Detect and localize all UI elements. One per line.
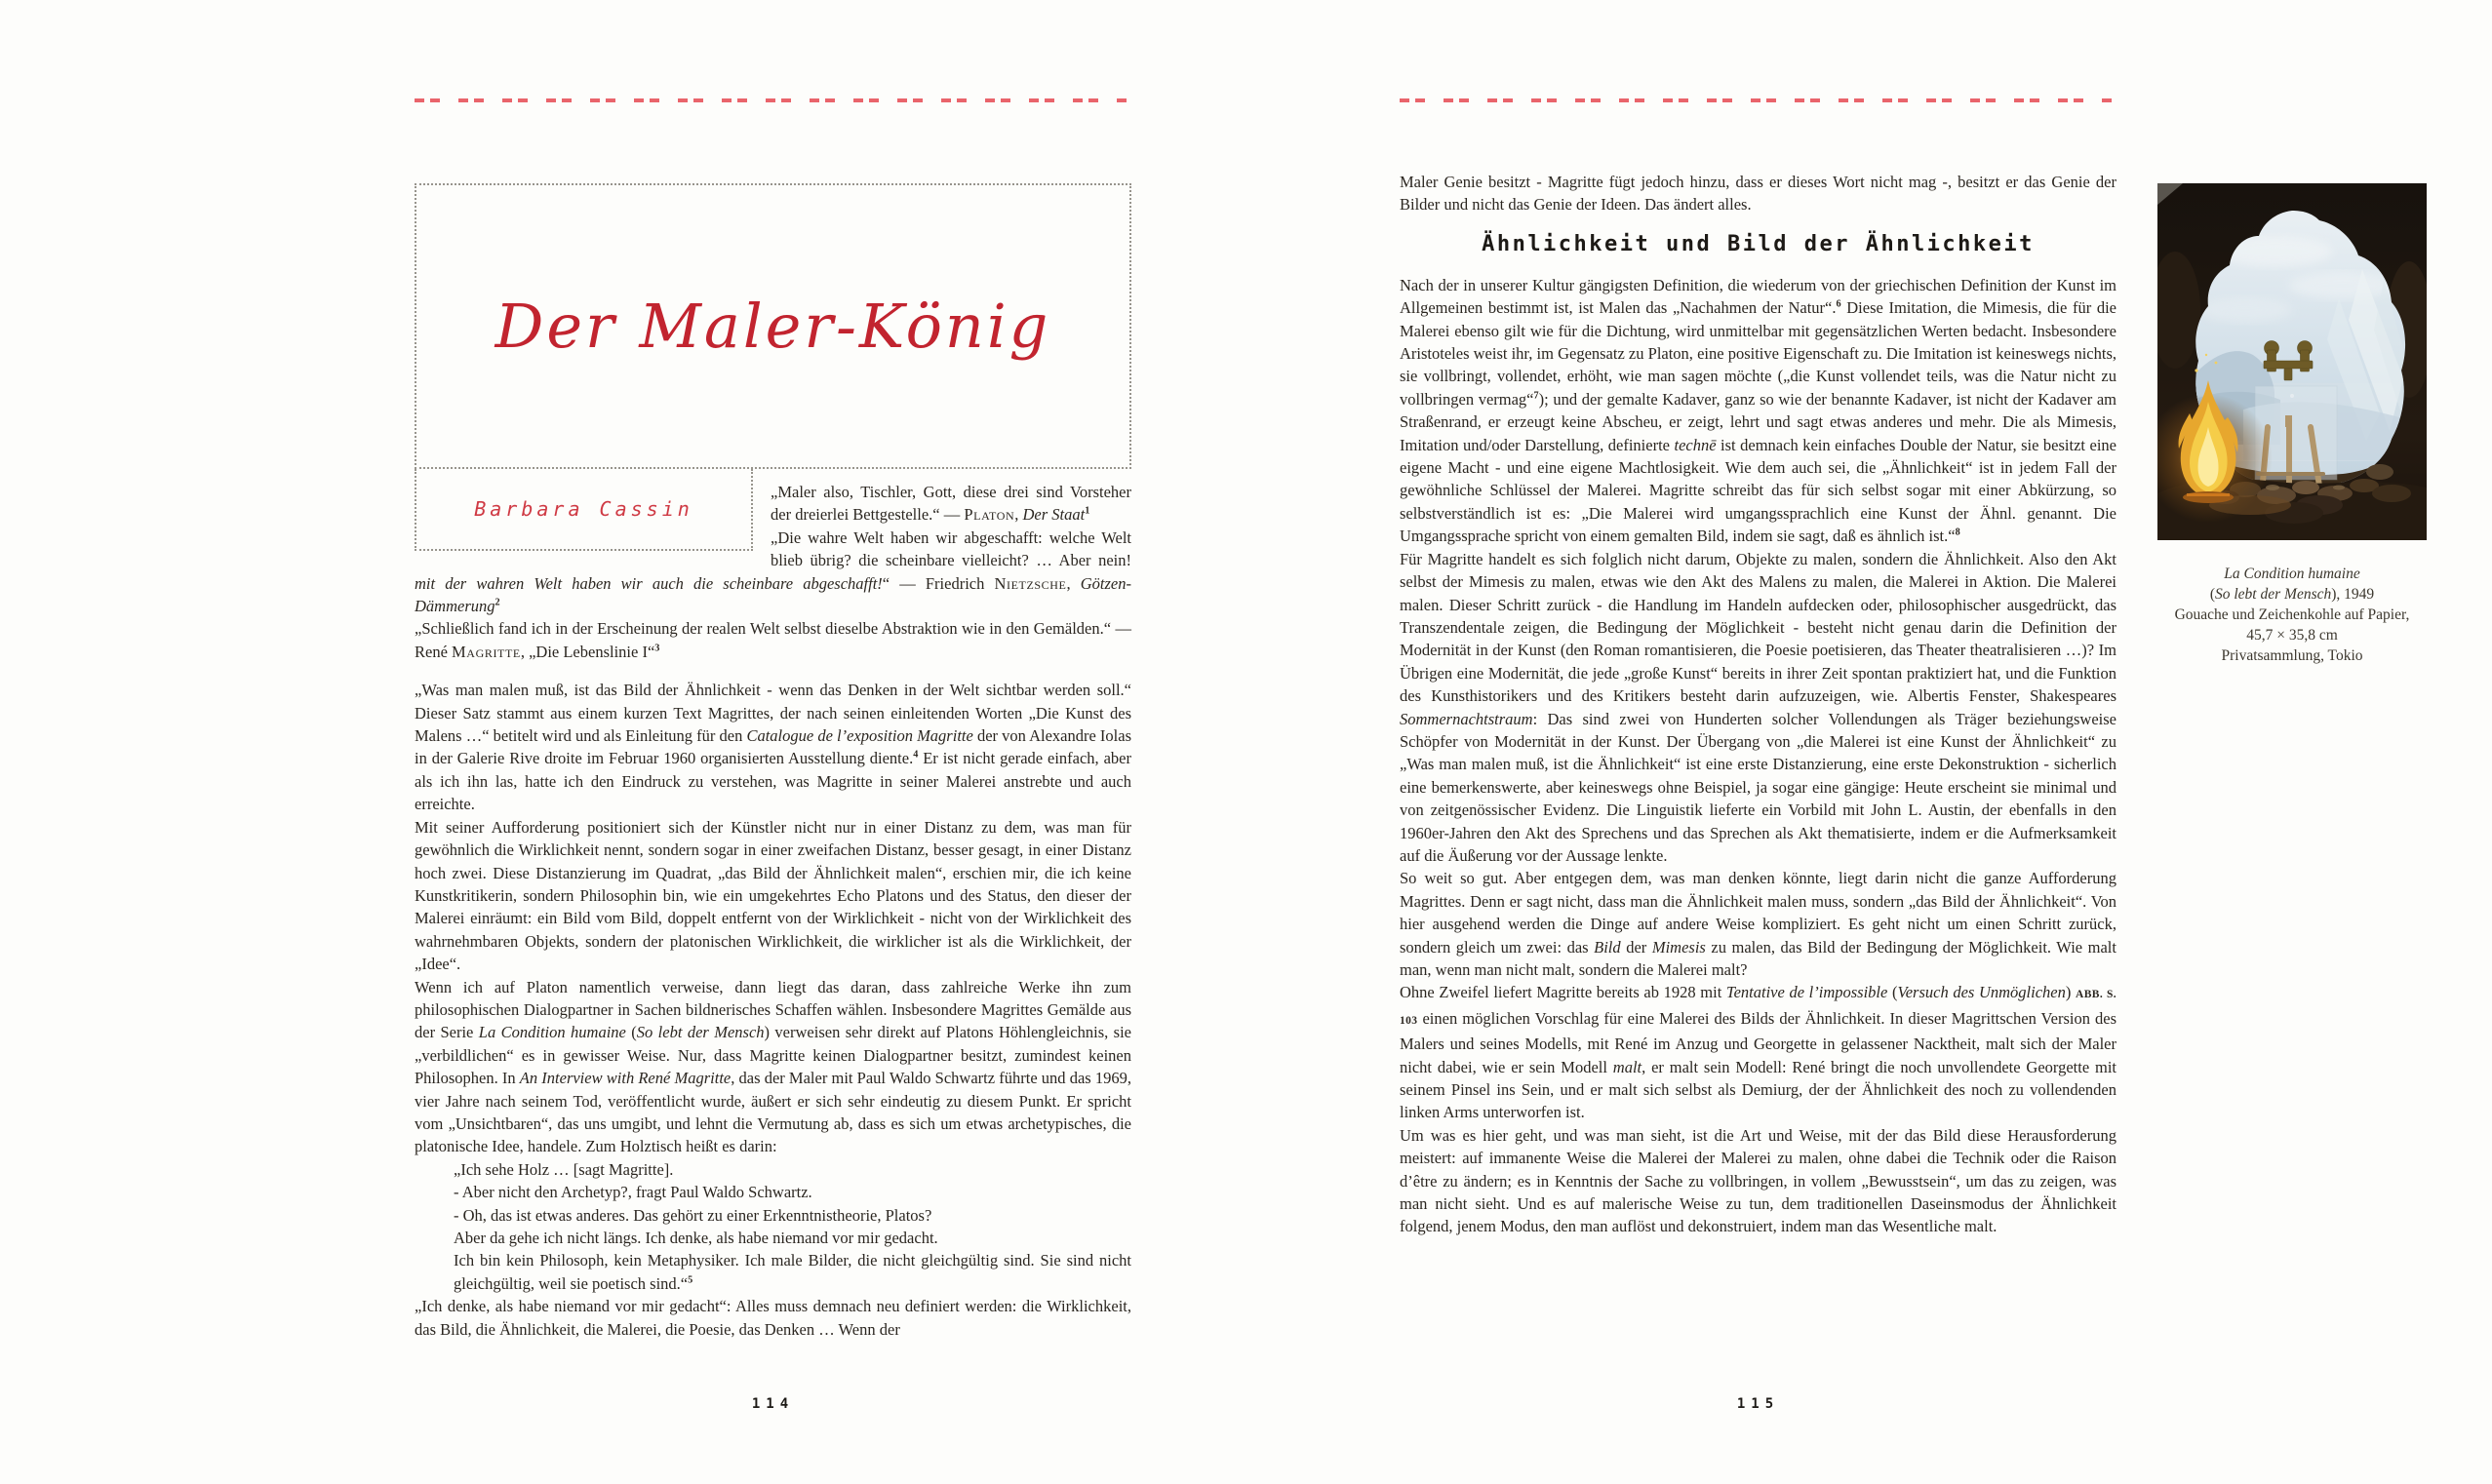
magritte-cave-painting-graphic [2157, 183, 2427, 540]
paragraph: „Ich denke, als habe niemand vor mir gedacht“: Alles muss demnach neu definiert werden: die Wirklichkeit, das Bild, die Ähnlichkeit, die Malerei, die Poesie, das Denken … Wenn der [415, 1297, 1131, 1339]
paragraph: Nach der in unserer Kultur gängigsten Definition, die wiederum von der griechischen Definition der Kunst im Allgemeinen bestimmt ist, ist Malen das „Nachahmen der Natur“.$^6$ Diese Imitation, die Mimesis, die für die Malerei ebenso gilt wie für die Dichtung, wird unmittelbar mit gegensätzlichen Werten bedacht. Insbesondere Aristoteles weist ihr, im Gegensatz zu Platon, eine positive Eigenschaft zu. Die Imitation ist keineswegs nichts, sie vollbringt, vollendet, erhöht, wie man sagen möchte („die Kunst vollendet teils, was die Natur nicht zu vollbringen vermag“$^7$); und der gemalte Kadaver, ganz so wie der benannte Kadaver, ist nicht der Kadaver am Straßenrand, er erzeugt keine Abscheu, er zeigt, lehrt und sagt etwas anderes und mehr. Die als Mimesis, Imitation und/oder Darstellung, definierte technē ist demnach kein einfaches Double der Natur, sie besitzt eine eigene Macht - und eine eigene Machtlosigkeit. Wie dem auch sei, die „Ähnlichkeit“ ist in jedem Fall der gewöhnliche Schlüssel der Malerei. Magritte schreibt das für sich selbst sogar mit einer Abkürzung, so selbstverständlich ist es: „Die Malerei wird umgangssprachlich eine Kunst der Ähnl. genannt. Die Umgangssprache spricht von einem gemalten Bild, indem sie sagt, daß es ähnlich ist.“$^8$ [1400, 275, 2116, 546]
paragraph: Ohne Zweifel liefert Magritte bereits ab 1928 mit Tentative de l’impossible (Versuch des Unmöglichen) ABB. S. 103 einen möglichen Vorschlag für eine Malerei des Bilds der Ähnlichkeit. In dieser Magrittschen Version des Malers und seines Modells, mit René im Anzug und Georgette in gelassener Nacktheit, malt sich der Maler nicht dabei, wie er sein Modell malt, er malt sein Modell: René bringt die noch unvollendete Georgette mit seinem Pinsel ins Sein, und er malt sich selbst als Demiurg, der der Ähnlichkeit des noch zu vollendenden linken Arms unterworfen ist. [1400, 983, 2117, 1122]
paragraph: So weit so gut. Aber entgegen dem, was man denken könnte, liegt darin nicht die ganze Aufforderung Magrittes. Denn er sagt nicht, dass man die Ähnlichkeit malen muss, sondern „das Bild der Ähnlichkeit“. Von hier ausgehend werden die Dinge auf andere Weise kompliziert. Es geht nicht um einen Schritt zurück, sondern gleich um zwei: das Bild der Mimesis zu malen, das Bild der Bedingung der Möglichkeit. Wie malt man, wenn man nicht malt, sondern die Malerei malt? [1400, 869, 2116, 979]
page-number-right: 115 [1736, 1396, 1780, 1412]
caption-collection: Privatsammlung, Tokio [2221, 647, 2363, 664]
paragraph: Wenn ich auf Platon namentlich verweise, dann liegt das daran, dass zahlreiche Werke ihn zum philosophischen Dialogpartner in Sachen bildnerisches Schaffen wählen. Insbesondere Magrittes Gemälde aus der Serie La Condition humaine (So lebt der Mensch) verweisen sehr direkt auf Platons Höhlengleichnis, sie „verbildlichen“ es in gewisser Weise. Nur, dass Magritte keinen Dialogpartner besitzt, zumindest keinen Philosophen. In An Interview with René Magritte, das der Maler mit Paul Waldo Schwartz führte und das 1969, vier Jahre nach seinem Tod, veröffentlicht wurde, äußert er sich sehr eindeutig zu diesem Punkt. Er spricht vom „Unsichtbaren“, das uns umgibt, und lehnt die Vermutung ab, dass es sich um etwas archetypisches, die platonische Idee, handele. Zum Holztisch heißt es darin: [415, 977, 1132, 1156]
dialogue-block: „Ich sehe Holz … [sagt Magritte]. - Aber nicht den Archetyp?, fragt Paul Waldo Schwartz. - Oh, das ist etwas anderes. Das gehört zu einer Erkenntnistheorie, Platos? Aber da gehe ich nicht längs. Ich denke, als habe niemand vor mir gedacht. Ich bin kein Philosoph, kein Metaphysiker. Ich male Bilder, die nicht gleichgültig sind. Sie sind nicht gleichgültig, weil sie poetisch sind.“$^5$ [454, 1159, 1131, 1293]
epigraph-magritte: „Schließlich fand ich in der Erscheinung der realen Welt selbst dieselbe Abstraktion wie in den Gemälden.“ — René Magritte, „Die Lebenslinie I“$^3$ [415, 619, 1131, 661]
epigraph-platon: „Maler also, Tischler, Gott, diese drei sind Vorsteher der dreierlei Bettgestelle.“ — Platon, Der Staat$^1$ [771, 483, 1131, 525]
section-heading: Ähnlichkeit und Bild der Ähnlichkeit [1482, 231, 2035, 256]
page-right [1400, 0, 2116, 1484]
chapter-title-box [415, 183, 1131, 469]
caption-dimensions: 45,7 × 35,8 cm [2246, 627, 2338, 644]
epigraph-nietzsche: „Die wahre Welt haben wir abgeschafft: welche Welt blieb übrig? die scheinbare vielleicht? … Aber nein! mit der wahren Welt haben wir auch die scheinbare abgeschafft!“ — Friedrich Nietzsche, Götzen-Dämmerung$^2$ [415, 527, 1131, 616]
caption-subtitle: (So lebt der Mensch), 1949 [2209, 586, 2375, 603]
page-number-left: 114 [751, 1396, 795, 1412]
red-dashed-rule-right [1400, 98, 2116, 102]
paragraph: „Was man malen muß, ist das Bild der Ähnlichkeit - wenn das Denken in der Welt sichtbar werden soll.“ Dieser Satz stammt aus einem kurzen Text Magrittes, der nach seinen einleitenden Worten „Die Kunst des Malens …“ betitelt wird und als Einleitung für den Catalogue de l’exposition Magritte der von Alexandre Iolas in der Galerie Rive droite im Februar 1960 organisierten Ausstellung diente.$^4$ Er ist nicht gerade einfach, aber als ich ihn las, hatte ich den Eindruck zu verstehen, was Magritte in seiner Malerei anstrebte und auch erreichte. [415, 681, 1132, 814]
paragraph: Für Magritte handelt es sich folglich nicht darum, Objekte zu malen, sondern die Ähnlichkeit. Also den Akt selbst der Mimesis zu malen, etwas wie den Akt des Malens zu malen, die Malerei in Aktion. Die Malerei malen. Dieser Schritt zurück - die Handlung im Handeln aufdecken oder, philosophischer ausgedrückt, das Transzendentale zeigen, die Bedingung der Möglichkeit - besteht nicht genau darin die Definition der Modernität in der Kunst (den Roman romantisieren, die Poesie poetisieren, das Theater theatralisieren …)? Im Übrigen eine Modernität, die jede „große Kunst“ bereits in ihrer Zeit spontan praktiziert hat, und die Funktion des Kunsthistorikers und des Kritikers besteht darin aufzuzeigen, wie. Albertis Fenster, Shakespeares Sommernachtstraum: Das sind zwei von Hunderten solcher Vollendungen als Träger beziehungsweise Schöpfer von Modernität in der Kunst. Der Übergang von „die Malerei ist eine Kunst der Ähnlichkeit“ zu „Was man malen muß, ist die Ähnlichkeit“ ist eine erste Distanzierung, eine erste Dekonstruktion - sicherlich eine bemerkenswerte, aber keineswegs ohne Beispiel, ja sogar eine gängige: Heute erscheint sie minimal und von zeitgenössischer Evidenz. Die Linguistik lieferte ein Vorbild mit John L. Austin, der ebenfalls in den 1960er-Jahren den Akt des Sprechens und das Sprechen als Akt thematisierte, indem er die Aufmerksamkeit auf die Äußerung vor der Aussage lenkte. [1400, 549, 2116, 865]
paragraph-continuation: Maler Genie besitzt - Magritte fügt jedoch hinzu, dass er dieses Wort nicht mag -, besitzt er das Genie der Bilder und nicht das Genie der Ideen. Das ändert alles. [1400, 173, 2116, 215]
caption-medium: Gouache und Zeichenkohle auf Papier, [2174, 606, 2410, 623]
author-name: Barbara Cassin [474, 497, 693, 521]
author-box [415, 469, 753, 551]
painting-la-condition-humaine [2157, 183, 2427, 540]
figure-caption [2121, 564, 2463, 666]
red-dashed-rule-left [415, 98, 1131, 102]
paragraph: Mit seiner Aufforderung positioniert sich der Künstler nicht nur in einer Distanz zu dem, was man für gewöhnlich die Wirklichkeit nennt, sondern sogar in einer zweifachen Distanz, besser gesagt, in einer Distanz hoch zwei. Diese Distanzierung im Quadrat, „das Bild der Ähnlichkeit malen“, erschien mir, die ich keine Kunstkritikerin, sondern Philosophin bin, wie ein umgekehrtes Echo Platons und des Status, den dieser der Malerei einräumt: ein Bild vom Bild, doppelt entfernt von der Wirklichkeit - nicht von der Wirklichkeit des wahrnehmbaren Objekts, sondern der platonischen Wirklichkeit, die wirklicher ist als die Wirklichkeit, der „Idee“. [415, 817, 1131, 974]
chapter-title: Der Maler-König [494, 291, 1051, 362]
page-left [415, 0, 1131, 1484]
caption-title: La Condition humaine [2224, 566, 2360, 582]
paragraph: Um was es hier geht, und was man sieht, ist die Art und Weise, mit der das Bild diese Herausforderung meistert: auf immanente Weise die Malerei der Malerei zu malen, ohne dabei die Technik oder die Raison d’être zu ändern; es in Kenntnis der Sache zu vollbringen, in vollem „Bewusstsein“, um das zu zeigen, was man nicht sieht. Und es auf malerische Weise zu tun, dem traditionellen Daseinsmodus der Ähnlichkeit folgend, jenem Modus, den man auflöst und dekonstruiert, indem man das Wesentliche malt. [1400, 1125, 2116, 1236]
